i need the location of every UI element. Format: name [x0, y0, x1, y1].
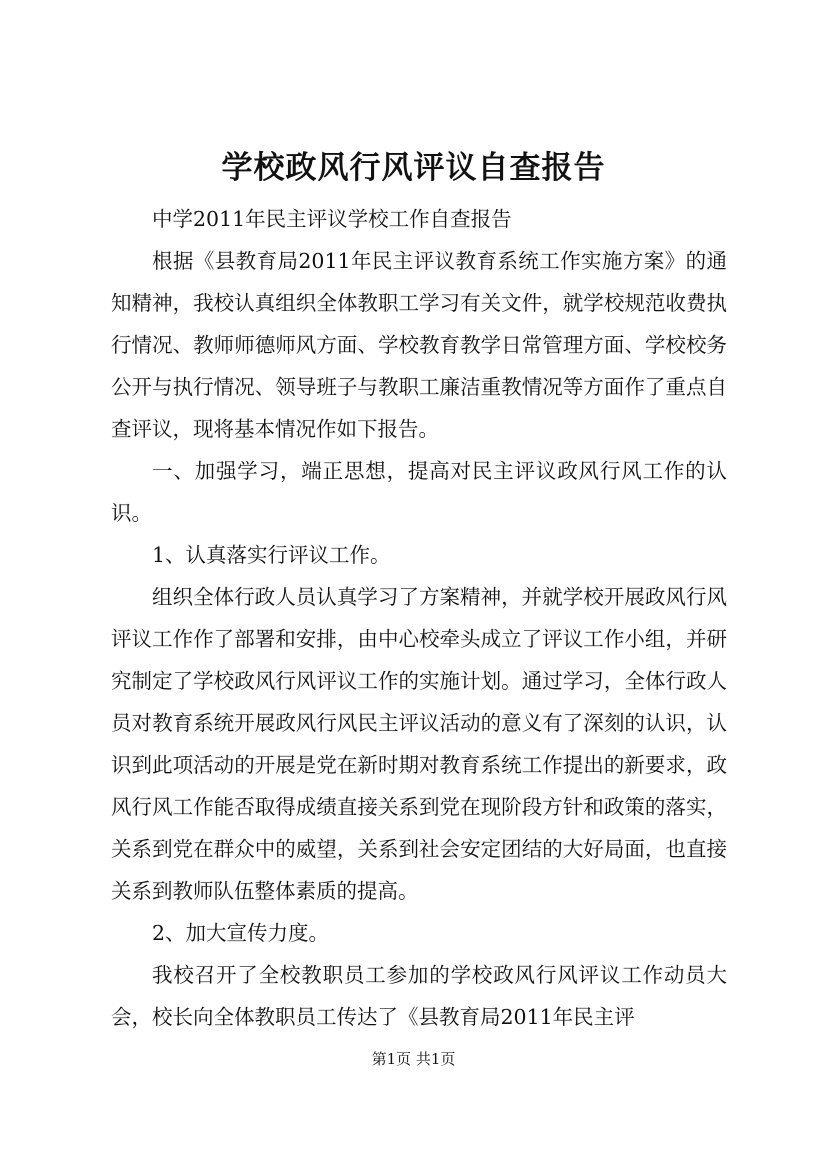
paragraph-mobilization: 我校召开了全校教职员工参加的学校政风行风评议工作动员大会，校长向全体教职员工传达了《县教育局2011年民主评	[111, 963, 727, 1029]
paragraph-subtitle: 中学2011年民主评议学校工作自查报告	[152, 207, 512, 231]
page-footer: 第1页 共1页	[371, 1050, 456, 1068]
document-body	[111, 198, 727, 1038]
section-heading-1: 一、加强学习，端正思想，提高对民主评议政风行风工作的认识。	[111, 459, 727, 525]
subheading-2: 2、加大宣传力度。	[152, 921, 330, 945]
paragraph-organization: 组织全体行政人员认真学习了方案精神，并就学校开展政风行风评议工作作了部署和安排，由中心校牵头成立了评议工作小组，并研究制定了学校政风行风评议工作的实施计划。通过学习，全体行政人员对教育系统开展政风行风民主评议活动的意义有了深刻的认识，认识到此项活动的开展是党在新时期对教育系统工作提出的新要求，政风行风工作能否取得成绩直接关系到党在现阶段方针和政策的落实，关系到党在群众中的威望，关系到社会安定团结的大好局面，也直接关系到教师队伍整体素质的提高。	[111, 585, 727, 903]
document-title: 学校政风行风评议自查报告	[221, 150, 606, 186]
subheading-1: 1、认真落实行评议工作。	[152, 543, 391, 567]
paragraph-intro: 根据《县教育局2011年民主评议教育系统工作实施方案》的通知精神，我校认真组织全体教职工学习有关文件，就学校规范收费执行情况、教师师德师风方面、学校教育教学日常管理方面、学校校务公开与执行情况、领导班子与教职工廉洁重教情况等方面作了重点自查评议，现将基本情况作如下报告。	[111, 249, 727, 441]
